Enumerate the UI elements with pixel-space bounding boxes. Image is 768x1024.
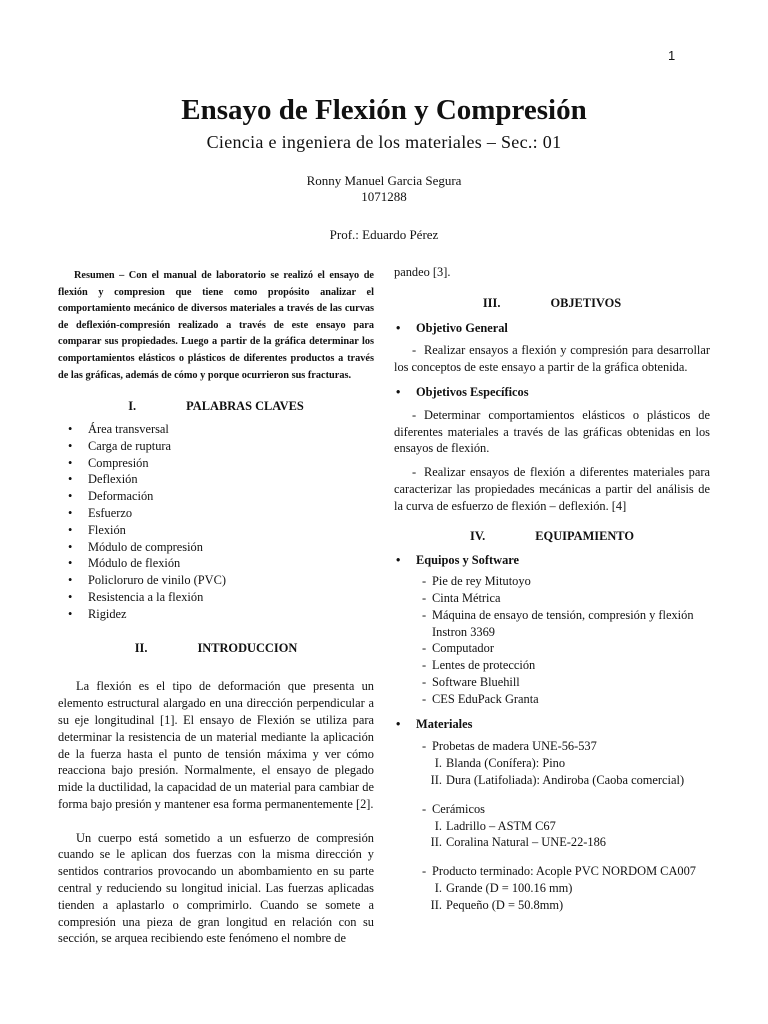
section-number: IV. bbox=[470, 528, 486, 543]
professor: Prof.: Eduardo Pérez bbox=[329, 227, 439, 242]
author-block bbox=[0, 173, 768, 205]
list-item: - Lentes de protección bbox=[394, 657, 710, 674]
materials-ceramic-header: - Cerámicos bbox=[394, 801, 710, 818]
list-item: • Deflexión bbox=[58, 471, 374, 488]
paper-subtitle: Ciencia e ingeniera de los materiales – Sec.: 01 bbox=[206, 132, 562, 152]
list-item: - Computador bbox=[394, 640, 710, 657]
list-item: • Módulo de compresión bbox=[58, 539, 374, 556]
intro-paragraph-2-continued: pandeo [3]. bbox=[394, 265, 451, 279]
author-name: Ronny Manuel Garcia Segura bbox=[306, 173, 462, 188]
author-id: 1071288 bbox=[361, 189, 407, 204]
materials-wood-header: - Probetas de madera UNE-56-537 bbox=[394, 738, 710, 755]
objective-general-label: • Objetivo General bbox=[394, 320, 710, 337]
section-heading-intro bbox=[58, 640, 374, 657]
section-heading-objectives bbox=[394, 295, 710, 312]
list-item: II. Coralina Natural – UNE-22-186 bbox=[430, 835, 607, 850]
list-item: II. Pequeño (D = 50.8mm) bbox=[430, 897, 564, 912]
equipment-list bbox=[394, 573, 710, 707]
list-item: • Policloruro de vinilo (PVC) bbox=[58, 572, 374, 589]
left-column bbox=[58, 268, 374, 947]
materials-wood bbox=[394, 738, 710, 788]
list-item: • Flexión bbox=[58, 522, 374, 539]
equipment-label: • Equipos y Software bbox=[394, 552, 710, 569]
list-item: • Resistencia a la flexión bbox=[58, 589, 374, 606]
list-item: - Cinta Métrica bbox=[394, 590, 710, 607]
list-item: • Rigidez bbox=[58, 606, 374, 623]
list-item: • Esfuerzo bbox=[58, 505, 374, 522]
list-item: I. Ladrillo – ASTM C67 bbox=[434, 818, 556, 833]
intro-paragraph-1: La flexión es el tipo de deformación que presenta un elemento estructural alargado en una dirección perpendicular a su eje longitudinal [1]. El ensayo de Flexión se utiliza para determinar la resistencia de un material mediante la aplicación de la fuerza hasta el punto de tensión máxima y ver cómo reacciona bajo presión. Normalmente, el ensayo de plegado mide la ductilidad, la capacidad de un material para cambiar de forma bajo presión y mantener esa forma permanentemente [2]. bbox=[58, 679, 374, 811]
list-item: II. Dura (Latifoliada): Andiroba (Caoba comercial) bbox=[430, 772, 685, 787]
section-title: INTRODUCCION bbox=[197, 640, 298, 655]
list-item: • Deformación bbox=[58, 488, 374, 505]
objective-general-text: - Realizar ensayos a flexión y compresión para desarrollar los conceptos de este ensayo a partir de la gráfica obtenida. bbox=[394, 343, 710, 375]
materials-product bbox=[394, 863, 710, 913]
section-heading-keywords bbox=[58, 398, 374, 415]
list-item: I. Grande (D = 100.16 mm) bbox=[434, 880, 573, 895]
intro-paragraph-2: Un cuerpo está sometido a un esfuerzo de compresión cuando se le aplican dos fuerzas con la misma dirección y sentidos contrarios provocando un abombamiento en su parte central y reduciendo su longitud inicial. Las fuerzas aplicadas tienden a aplastarlo o comprimirlo. Cuando se somete a compresión una pieza de gran longitud en relación con su sección, se arquea recibiendo este fenómeno el nombre de bbox=[58, 830, 374, 946]
list-item: • Módulo de flexión bbox=[58, 555, 374, 572]
materials-label: • Materiales bbox=[394, 716, 710, 733]
section-title: PALABRAS CLAVES bbox=[186, 399, 304, 414]
objective-specific-label: • Objetivos Específicos bbox=[394, 384, 710, 401]
materials-product-header: - Producto terminado: Acople PVC NORDOM CA007 bbox=[394, 863, 710, 880]
section-number: II. bbox=[134, 640, 148, 655]
materials-ceramic bbox=[394, 801, 710, 851]
list-item: - Máquina de ensayo de tensión, compresión y flexión Instron 3369 bbox=[394, 607, 710, 641]
list-item: • Área transversal bbox=[58, 421, 374, 438]
abstract: Resumen – Con el manual de laboratorio se realizó el ensayo de flexión y compresion que tiene como propósito analizar el comportamiento mecánico de diversos materiales a través de las curvas de deflexión-compresión realizado a través de este ensayo para comparar sus propiedades. Luego a partir de la gráfica determinar los comportamientos elásticos o plásticos de diferentes productos a través de las gráficas, además de cómo y porque ocurrieron sus fracturas. bbox=[58, 270, 374, 381]
list-item: • Compresión bbox=[58, 455, 374, 472]
section-title: OBJETIVOS bbox=[550, 295, 622, 310]
section-heading-equipment bbox=[394, 528, 710, 545]
page-number: 1 bbox=[668, 48, 676, 63]
keyword-list bbox=[58, 421, 374, 623]
right-column bbox=[394, 265, 710, 914]
objective-specific-1: - Determinar comportamientos elásticos o plásticos de diferentes materiales a través de las gráficas obtenidas en los ensayos de flexión. bbox=[394, 407, 710, 456]
list-item: I. Blanda (Conífera): Pino bbox=[434, 756, 566, 771]
list-item: • Carga de ruptura bbox=[58, 438, 374, 455]
section-number: III. bbox=[482, 295, 501, 310]
list-item: - Software Bluehill bbox=[394, 674, 710, 691]
objective-specific-2: - Realizar ensayos de flexión a diferentes materiales para caracterizar las propiedades mecánicas a partir del análisis de la curva de esfuerzo de flexión – deflexión. [4] bbox=[394, 465, 710, 513]
list-item: - Pie de rey Mitutoyo bbox=[394, 573, 710, 590]
section-title: EQUIPAMIENTO bbox=[535, 528, 634, 543]
list-item: - CES EduPack Granta bbox=[394, 691, 710, 708]
section-number: I. bbox=[128, 399, 137, 414]
paper-title: Ensayo de Flexión y Compresión bbox=[181, 94, 587, 126]
